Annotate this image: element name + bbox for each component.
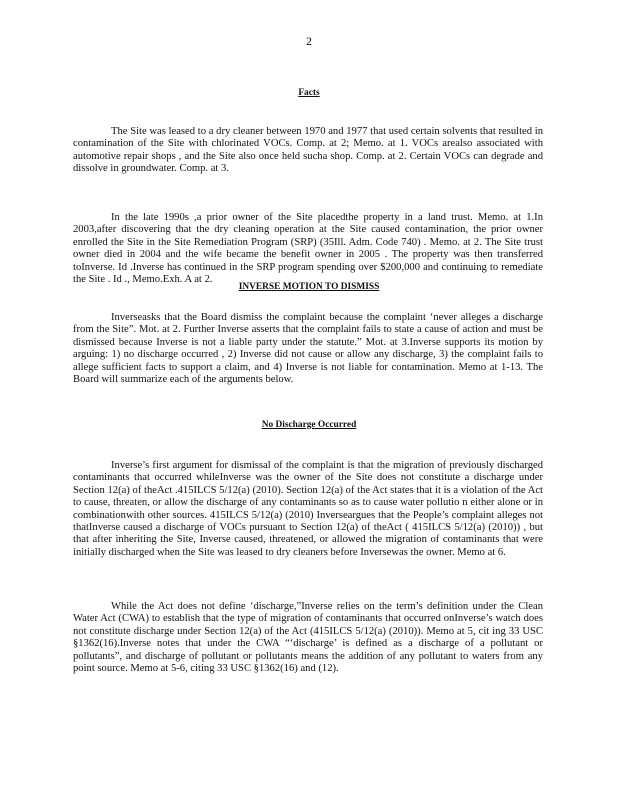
page-number: 2 [306,34,312,48]
heading-motion-to-dismiss: INVERSE MOTION TO DISMISS [238,282,380,292]
heading-facts: Facts [298,88,320,98]
paragraph-3: Inverseasks that the Board dismiss the complaint because the complaint ‘never alleges a discharge from the Site”. Mot. at 2. Further Inverse asserts that the complaint fails to state a cause of action and must be dismissed because Inverse is not a liable party under the statute.” Mot. at 3.Inverse supports its motion by arguing: 1) no discharge occurred , 2) Inverse did not cause or allow any discharge, 3) the complaint fails to allege sufficient facts to support a claim, and 4) Inverse is not liable for contamination. Memo at 1-13. The Board will summarize each of the arguments below. [73,312,543,386]
paragraph-1: The Site was leased to a dry cleaner between 1970 and 1977 that used certain solvents that resulted in contamination of the Site with chlorinated VOCs. Comp. at 2; Memo. at 1. VOCs arealso associated with automotive repair shops , and the Site also once held sucha shop. Comp. at 2. Certain VOCs can degrade and dissolve in groundwater. Comp. at 3. [73,126,543,175]
paragraph-2: In the late 1990s ,a prior owner of the Site placedthe property in a land trust. Memo. at 1.In 2003,after discovering that the dry cleaning operation at the Site caused contamination, the prior owner enrolled the Site in the Site Remediation Program (SRP) (35Ill. Adm. Code 740) . Memo. at 2. The Site trust owner died in 2004 and the wife became the benefit owner in 2005 . The property was then transferred toInverse. Id .Inverse has continued in the SRP program spending over $200,000 and continuing to remediate the Site . Id ., Memo.Exh. A at 2. [73,212,543,286]
paragraph-4: Inverse’s first argument for dismissal of the complaint is that the migration of previously discharged contaminants that occurred whileInverse was the owner of the Site does not constitute a discharge under Section 12(a) of theAct .415ILCS 5/12(a) (2010). Section 12(a) of the Act states that it is a violation of the Act to cause, threaten, or allow the discharge of any contaminants so as to cause water pollutio n either alone or in combinationwith other sources. 415ILCS 5/12(a) (2010) Inverseargues that the People’s complaint alleges not thatInverse caused a discharge of VOCs pursuant to Section 12(a) of theAct ( 415ILCS 5/12(a) (2010)) , but that after inheriting the Site, Inverse caused, threatened, or allowed the migration of contaminants that were initially discharged when the Site was leased to dry cleaners before Inversewas the owner. Memo at 6. [73,460,543,558]
paragraph-5: While the Act does not define ‘discharge,”Inverse relies on the term’s definition under the Clean Water Act (CWA) to establish that the type of migration of contaminants that occurred onInverse’s watch does not constitute discharge under Section 12(a) of the Act (415ILCS 5/12(a) (2010)). Memo at 5, cit ing 33 USC §1362(16).Inverse notes that under the CWA “‘discharge’ is defined as a discharge of a pollutant or pollutants”, and discharge of pollutant or pollutants means the addition of any pollutant to waters from any point source. Memo at 5-6, citing 33 USC §1362(16) and (12). [73,601,543,675]
heading-no-discharge: No Discharge Occurred [261,420,357,430]
